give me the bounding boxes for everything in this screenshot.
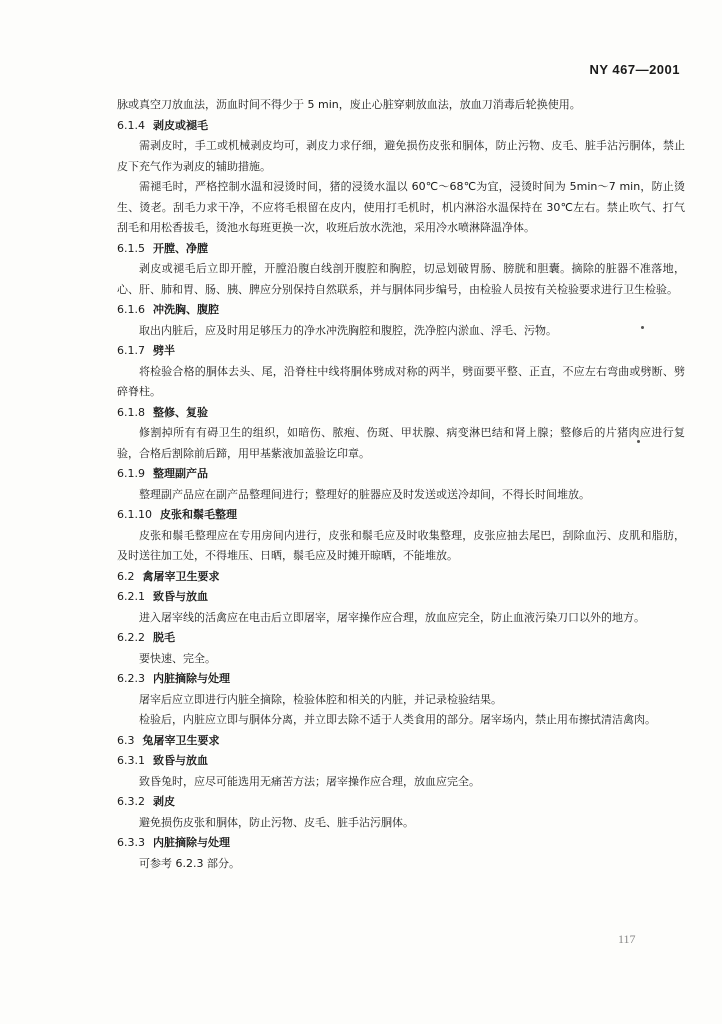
section-title: 整修、复验 <box>153 405 208 419</box>
section-title: 禽屠宰卫生要求 <box>142 569 220 583</box>
paragraph: 整理副产品应在副产品整理间进行；整理好的脏器应及时发送或送冷却间，不得长时间堆放。 <box>139 487 590 501</box>
page-number: 117 <box>618 932 636 946</box>
paragraph: 脉或真空刀放血法，沥血时间不得少于 5 min，废止心脏穿刺放血法，放血刀消毒后轮换使用。 <box>117 98 581 111</box>
paragraph: 修割掉所有有碍卫生的组织，如暗伤、脓疱、伤斑、甲状腺、病变淋巴结和肾上腺；整修后的片猪肉应进行复验，合格后割除前后蹄，用甲基紫液加盖验讫印章。 <box>117 426 685 460</box>
paragraph: 需剥皮时，手工或机械剥皮均可，剥皮力求仔细，避免损伤皮张和胴体，防止污物、皮毛、脏手沾污胴体，禁止皮下充气作为剥皮的辅助措施。 <box>117 139 685 173</box>
paragraph: 检验后，内脏应立即与胴体分离，并立即去除不适于人类食用的部分。屠宰场内，禁止用布擦拭清洁禽肉。 <box>139 713 656 726</box>
section-heading <box>117 833 685 854</box>
section-number: 6.1.8 <box>117 405 145 419</box>
section-title: 皮张和鬃毛整理 <box>160 508 237 521</box>
section-title: 开膛、净膛 <box>153 241 208 255</box>
section-title: 脱毛 <box>153 631 175 644</box>
paragraph: 可参考 6.2.3 部分。 <box>139 856 240 870</box>
section-title: 冲洗胸、腹腔 <box>153 303 219 316</box>
section-heading <box>117 587 685 608</box>
section-number: 6.2.2 <box>117 631 145 644</box>
section-number: 6.2.1 <box>117 590 145 603</box>
section-title: 剥皮或褪毛 <box>153 118 208 132</box>
paragraph: 将检验合格的胴体去头、尾，沿脊柱中线将胴体劈成对称的两半，劈面要平整、正直，不应左右弯曲或劈断、劈碎脊柱。 <box>117 364 685 398</box>
paragraph: 要快速、完全。 <box>139 651 216 665</box>
section-number: 6.1.5 <box>117 241 145 255</box>
section-number: 6.1.9 <box>117 467 145 480</box>
section-number: 6.2 <box>117 569 135 583</box>
section-number: 6.2.3 <box>117 672 145 685</box>
section-number: 6.3 <box>117 733 135 747</box>
section-title: 剥皮 <box>153 795 175 808</box>
section-heading <box>117 669 685 690</box>
paragraph: 致昏兔时，应尽可能选用无痛苦方法；屠宰操作应合理，放血应完全。 <box>139 774 480 788</box>
section-heading <box>117 731 685 752</box>
paragraph: 避免损伤皮张和胴体，防止污物、皮毛、脏手沾污胴体。 <box>139 815 414 829</box>
section-title: 致昏与放血 <box>153 754 208 767</box>
section-number: 6.1.10 <box>117 508 152 521</box>
paragraph: 皮张和鬃毛整理应在专用房间内进行，皮张和鬃毛应及时收集整理，皮张应抽去尾巴，刮除血污、皮肌和脂肪，及时送往加工处，不得堆压、日晒，鬃毛应及时摊开晾晒，不能堆放。 <box>117 528 685 562</box>
section-heading <box>117 792 685 813</box>
scan-speck <box>641 326 644 329</box>
section-heading <box>117 300 685 321</box>
paragraph: 需褪毛时，严格控制水温和浸烫时间，猪的浸烫水温以 60℃～68℃为宜，浸烫时间为 5min～7 min，防止烫生、烫老。刮毛力求干净，不应将毛根留在皮内，使用打毛机时，机内淋浴水温保持在 30℃左右。禁止吹气、打气刮毛和用松香拔毛，烫池水每班更换一次，收班后放水洗池，采用冷水喷淋降温净体。 <box>117 180 685 234</box>
section-heading <box>117 116 685 137</box>
paragraph: 取出内脏后，应及时用足够压力的净水冲洗胸腔和腹腔，洗净腔内淤血、浮毛、污物。 <box>139 323 557 337</box>
section-heading <box>117 628 685 649</box>
scan-speck <box>637 440 640 443</box>
section-heading <box>117 751 685 772</box>
section-heading <box>117 341 685 362</box>
document-body <box>117 95 685 874</box>
paragraph: 剥皮或褪毛后立即开膛，开膛沿腹白线剖开腹腔和胸腔，切忌划破胃肠、膀胱和胆囊。摘除的脏器不准落地，心、肝、肺和胃、肠、胰、脾应分别保持自然联系，并与胴体同步编号，由检验人员按有关检验要求进行卫生检验。 <box>117 262 685 296</box>
section-number: 6.1.7 <box>117 344 145 357</box>
standard-code: NY 467—2001 <box>589 62 680 77</box>
section-title: 整理副产品 <box>153 467 208 480</box>
section-heading <box>117 239 685 260</box>
section-number: 6.3.1 <box>117 754 145 767</box>
section-title: 兔屠宰卫生要求 <box>142 733 220 747</box>
section-number: 6.3.3 <box>117 836 145 849</box>
section-title: 内脏摘除与处理 <box>153 836 230 849</box>
section-heading <box>117 567 685 588</box>
section-number: 6.3.2 <box>117 795 145 808</box>
section-title: 劈半 <box>153 344 175 357</box>
section-title: 内脏摘除与处理 <box>153 672 230 685</box>
section-heading <box>117 505 685 526</box>
section-number: 6.1.4 <box>117 118 145 132</box>
section-heading <box>117 403 685 424</box>
paragraph: 进入屠宰线的活禽应在电击后立即屠宰，屠宰操作应合理，放血应完全，防止血液污染刀口以外的地方。 <box>139 610 645 624</box>
section-heading <box>117 464 685 485</box>
section-number: 6.1.6 <box>117 303 145 316</box>
paragraph: 屠宰后应立即进行内脏全摘除，检验体腔和相关的内脏，并记录检验结果。 <box>139 692 502 706</box>
section-title: 致昏与放血 <box>153 590 208 603</box>
